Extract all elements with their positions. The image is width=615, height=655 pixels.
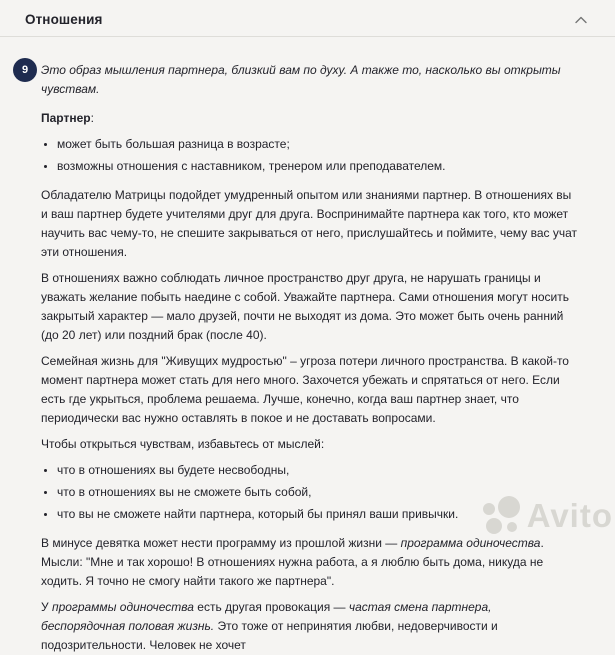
paragraph-family-life: Семейная жизнь для "Живущих мудростью" – угроза потери личного пространства. В какой-то момент партнера может стать для него много. Захочется убежать и спрятаться от него. Если есть где укрыться, проблема решаема. Лучше, конечно, когда ваш партнер знает, что периодически вас нужно оставлять в покое и не доставать вопросами.	[41, 354, 569, 425]
feelings-lead: Чтобы открыться чувствам, избавьтесь от мыслей:	[41, 437, 325, 451]
watermark-text: Avito	[526, 497, 613, 534]
paragraph-loneliness-program: У программы одиночества есть другая провокация — частая смена партнера, беспорядочная половая жизнь. Это тоже от непринятия любви, недоверчивости и подозрительности. Человек не хочет	[41, 600, 498, 652]
list-item: • возможны отношения с наставником, тренером или преподавателем.	[57, 157, 578, 176]
intro-text: Это образ мышления партнера, близкий вам по духу. А также то, насколько вы открыты чувствам.	[41, 63, 561, 96]
chevron-up-icon[interactable]	[573, 14, 589, 26]
feelings-bullet-list	[41, 461, 578, 524]
list-item: • что в отношениях вы не сможете быть собой,	[57, 483, 578, 502]
partner-heading	[41, 109, 578, 128]
intro-row	[21, 61, 578, 99]
section-title: Отношения	[25, 12, 103, 27]
section-content	[0, 37, 615, 655]
paragraph-personal-space: В отношениях важно соблюдать личное пространство друг друга, не нарушать границы и уважать желание побыть наедине с собой. Уважайте партнера. Сами отношения могут носить закрытый характер — мало друзей, почти не выходят из дома. Это может быть очень ранний (до 20 лет) или поздний брак (после 40).	[41, 271, 569, 342]
section-header[interactable]	[0, 0, 615, 36]
list-item: • что в отношениях вы будете несвободны,	[57, 461, 578, 480]
paragraph-minus-nine: В минусе девятка может нести программу из прошлой жизни — программа одиночества. Мысли: "Мне и так хорошо! В отношениях нужна работа, а я люблю быть дома, никуда не ходить. Я точно не смогу найти такого же партнера".	[41, 536, 544, 588]
paragraph-teachers: Обладателю Матрицы подойдет умудренный опытом или знаниями партнер. В отношениях вы и ваш партнер будете учителями друг для друга. Воспринимайте партнера как того, кто может научить вас чему-то, не спешите закрываться от него, прислушайтесь и поймите, чему вас учат эти отношения.	[41, 188, 578, 259]
partner-heading-colon: :	[90, 111, 94, 125]
number-badge: 9	[13, 58, 37, 82]
list-item: • может быть большая разница в возрасте;	[57, 135, 578, 154]
partner-bullet-list	[41, 135, 578, 176]
partner-heading-word: Партнер	[41, 111, 91, 125]
list-item: • что вы не сможете найти партнера, который бы принял ваши привычки.	[57, 505, 578, 524]
